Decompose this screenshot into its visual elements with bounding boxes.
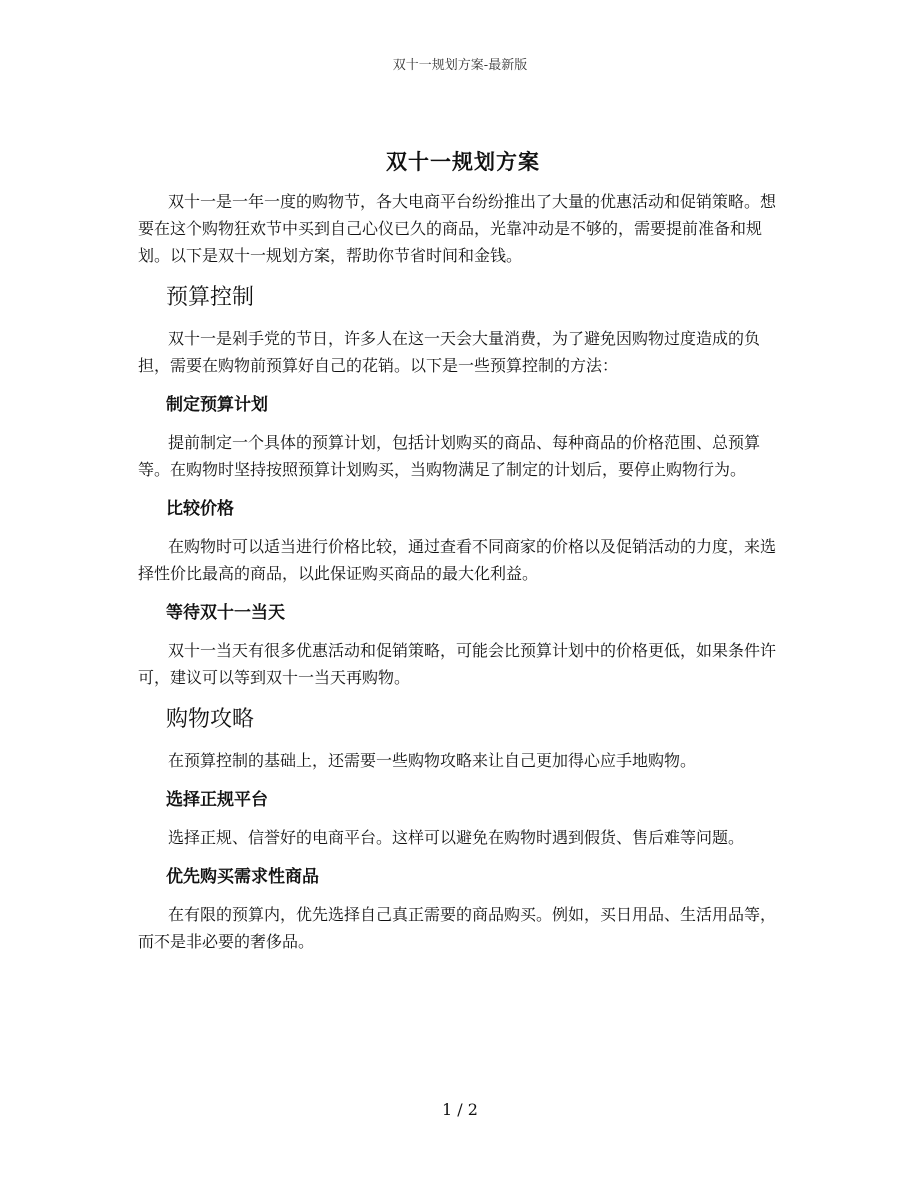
- intro-paragraph: 双十一是一年一度的购物节，各大电商平台纷纷推出了大量的优惠活动和促销策略。想要在这个购物狂欢节中买到自己心仪已久的商品，光靠冲动是不够的，需要提前准备和规划。以下是双十一规划方案，帮助你节省时间和金钱。: [138, 192, 777, 265]
- section-heading-shopping-tips: 购物攻略: [166, 707, 255, 732]
- subsection-heading-budget-plan: 制定预算计划: [166, 395, 268, 415]
- document-body: [138, 146, 788, 955]
- running-header: 双十一规划方案-最新版: [392, 58, 528, 73]
- subsection-text-wait-for-day: 双十一当天有很多优惠活动和促销策略，可能会比预算计划中的价格更低，如果条件许可，建议可以等到双十一当天再购物。: [138, 641, 777, 687]
- subsection-heading-priority-needs: 优先购买需求性商品: [166, 867, 319, 887]
- subsection-text-budget-plan: 提前制定一个具体的预算计划，包括计划购买的商品、每种商品的价格范围、总预算等。在购物时坚持按照预算计划购买，当购物满足了制定的计划后，要停止购物行为。: [138, 433, 761, 479]
- section-intro-shopping-tips: 在预算控制的基础上，还需要一些购物攻略来让自己更加得心应手地购物。: [168, 751, 697, 770]
- subsection-text-priority-needs: 在有限的预算内，优先选择自己真正需要的商品购买。例如，买日用品、生活用品等，而不是非必要的奢侈品。: [138, 905, 777, 951]
- document-title: 双十一规划方案: [386, 150, 540, 174]
- subsection-heading-wait-for-day: 等待双十一当天: [166, 603, 285, 623]
- section-intro-budget: 双十一是剁手党的节日，许多人在这一天会大量消费，为了避免因购物过度造成的负担，需要在购物前预算好自己的花销。以下是一些预算控制的方法：: [138, 329, 761, 375]
- subsection-heading-compare-prices: 比较价格: [166, 499, 234, 519]
- subsection-text-choose-platform: 选择正规、信誉好的电商平台。这样可以避免在购物时遇到假货、售后难等问题。: [168, 828, 745, 847]
- section-heading-budget: 预算控制: [166, 285, 255, 310]
- subsection-heading-choose-platform: 选择正规平台: [166, 790, 268, 810]
- subsection-text-compare-prices: 在购物时可以适当进行价格比较，通过查看不同商家的价格以及促销活动的力度，来选择性价比最高的商品，以此保证购买商品的最大化利益。: [138, 537, 777, 583]
- page-number: 1 / 2: [442, 1100, 478, 1119]
